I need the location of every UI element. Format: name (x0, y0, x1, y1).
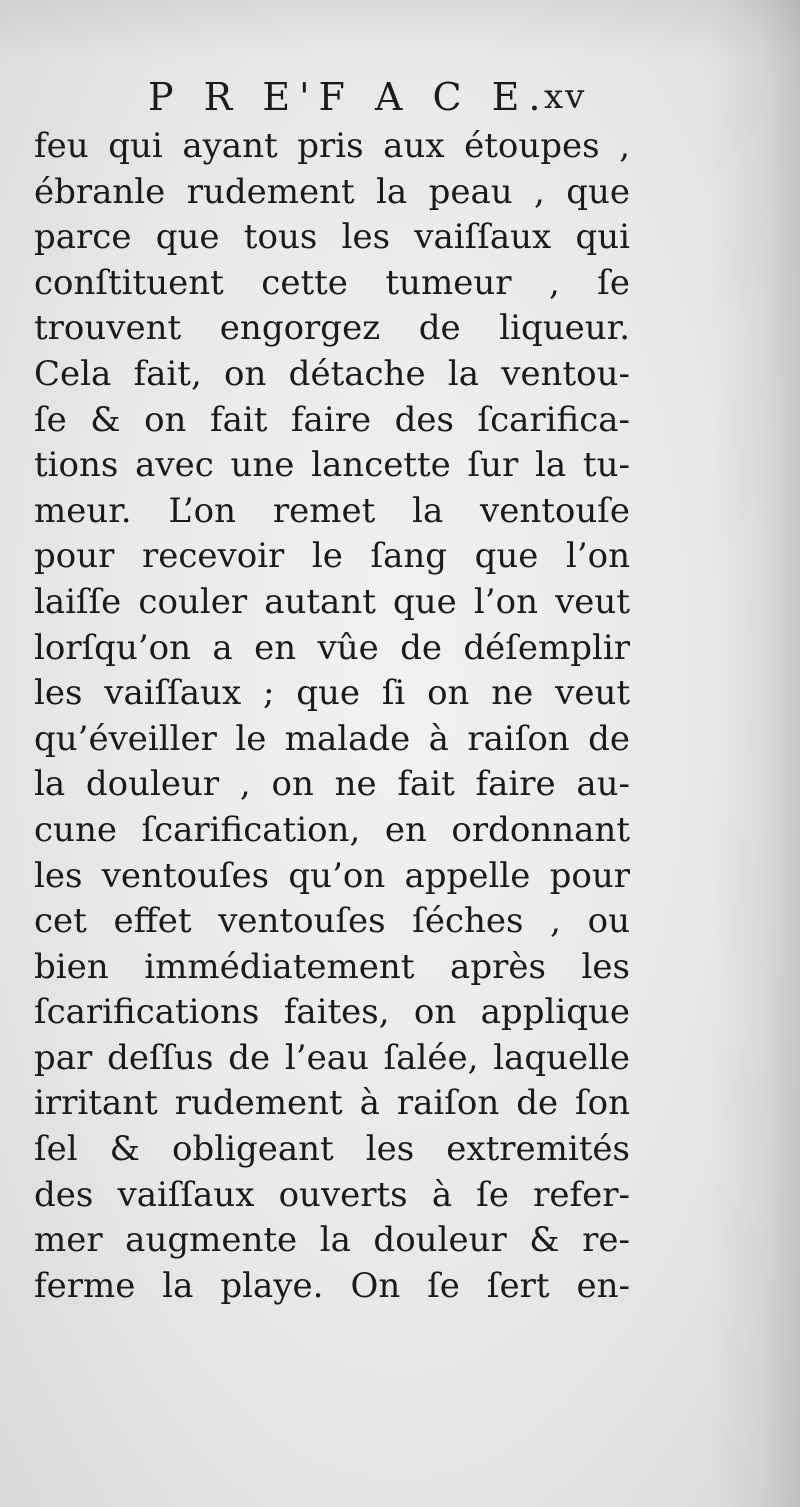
text-line: ſel & obligeant les extremités (34, 1129, 630, 1170)
text-line: la douleur , on ne fait faire au- (34, 764, 630, 805)
text-line: laiſſe couler autant que l’on veut (34, 581, 630, 622)
text-line: qu’éveiller le malade à raiſon de (34, 718, 630, 759)
text-line: mer augmente la douleur & re- (34, 1220, 630, 1261)
text-line: les ventouſes qu’on appelle pour (34, 855, 630, 896)
text-line: les vaiſſaux ; que ſi on ne veut (34, 673, 631, 714)
text-line: meur. L’on remet la ventouſe (34, 490, 631, 531)
text-line: pour recevoir le ſang que l’on (34, 536, 631, 577)
text-line: cune ſcarification, en ordonnant (34, 809, 630, 850)
text-line: tions avec une lancette ſur la tu- (34, 445, 630, 486)
text-line: cet effet ventouſes ſéches , ou (34, 901, 630, 942)
page-number: xv (544, 77, 587, 117)
running-title: P R E'F A C E. (148, 75, 550, 119)
text-line: trouvent engorgez de liqueur. (34, 308, 630, 349)
text-line: lorſqu’on a en vûe de déſemplir (34, 627, 631, 668)
text-line: ébranle rudement la peau , que (34, 171, 630, 212)
page-header (0, 72, 800, 122)
page-edge-shadow (710, 0, 800, 1507)
text-line: des vaiſſaux ouverts à ſe refer- (34, 1174, 630, 1215)
text-line: ſe & on fait faire des ſcarifica- (34, 399, 631, 440)
body-text (34, 124, 630, 1309)
text-line: par deſſus de l’eau ſalée, laquelle (34, 1037, 631, 1078)
page-top-shadow (0, 0, 800, 60)
text-line: conſtituent cette tumeur , ſe (34, 262, 630, 303)
text-line: ferme la playe. On ſe ſert en- (34, 1265, 630, 1306)
text-line: ſcarifications faites, on applique (34, 992, 630, 1033)
text-line: Cela fait, on détache la ventou- (34, 353, 631, 394)
text-line: feu qui ayant pris aux étoupes , (34, 126, 631, 166)
text-line: bien immédiatement après les (34, 946, 630, 987)
text-line: parce que tous les vaiſſaux qui (34, 217, 630, 258)
text-line: irritant rudement à raiſon de ſon (34, 1083, 631, 1124)
